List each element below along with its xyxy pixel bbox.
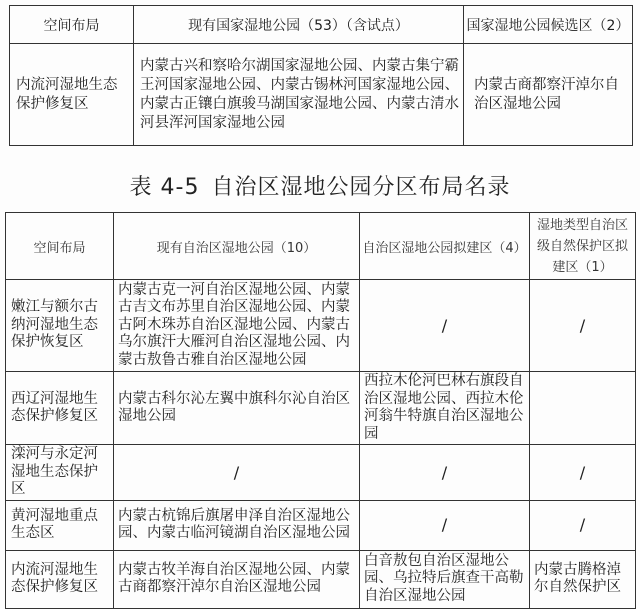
- table-title: 自治区湿地公园分区布局名录: [211, 175, 511, 200]
- cell-area: 内流河湿地生态保护修复区: [6, 550, 114, 608]
- table-caption: [0, 170, 640, 201]
- cell-reserve: [530, 372, 636, 445]
- cell-existing: 内蒙古科尔沁左翼中旗科尔沁自治区湿地公园: [114, 372, 360, 445]
- table-header-row: [6, 213, 636, 280]
- table-row: [6, 500, 636, 550]
- table-row: [6, 280, 636, 372]
- cell-candidate: 内蒙古商都察汗淖尔自治区湿地公园: [464, 44, 633, 146]
- cell-area: 黄河湿地重点生态区: [6, 500, 114, 550]
- cell-existing: 内蒙古牧羊海自治区湿地公园、内蒙古商都察汗淖尔自治区湿地公园: [114, 550, 360, 608]
- header-spatial-layout: 空间布局: [6, 213, 114, 280]
- cell-existing: /: [114, 445, 360, 501]
- header-planned-parks: 自治区湿地公园拟建区（4）: [360, 213, 530, 280]
- cell-planned: /: [360, 445, 530, 501]
- cell-planned: 白音敖包自治区湿地公园、乌拉特后旗查干高勒自治区湿地公园: [360, 550, 530, 608]
- cell-planned: /: [360, 280, 530, 372]
- header-spatial-layout: 空间布局: [10, 6, 134, 44]
- header-existing-national-parks: 现有国家湿地公园（53）（含试点）: [134, 6, 464, 44]
- cell-area: 滦河与永定河湿地生态保护区: [6, 445, 114, 501]
- header-candidate-areas: 国家湿地公园候选区（2）: [464, 6, 633, 44]
- cell-planned: /: [360, 500, 530, 550]
- cell-reserve: 内蒙古腾格淖尔自然保护区: [530, 550, 636, 608]
- cell-area: 嫩江与额尔古纳河湿地生态保护恢复区: [6, 280, 114, 372]
- table-header-row: [10, 6, 633, 44]
- header-planned-reserve: 湿地类型自治区级自然保护区拟建区（1）: [530, 213, 636, 280]
- cell-area: 内流河湿地生态保护修复区: [10, 44, 134, 146]
- regional-wetland-park-table: [5, 212, 636, 609]
- table-row: [10, 44, 633, 146]
- table-number: 表 4-5: [129, 175, 200, 200]
- cell-reserve: /: [530, 500, 636, 550]
- cell-existing: 内蒙古杭锦后旗屠申泽自治区湿地公园、内蒙古临河镜湖自治区湿地公园: [114, 500, 360, 550]
- cell-reserve: /: [530, 445, 636, 501]
- cell-reserve: /: [530, 280, 636, 372]
- header-existing-regional-parks: 现有自治区湿地公园（10）: [114, 213, 360, 280]
- cell-existing: 内蒙古兴和察哈尔湖国家湿地公园、内蒙古集宁霸王河国家湿地公园、内蒙古锡林河国家湿地公园、内蒙古正镶白旗骏马湖国家湿地公园、内蒙古清水河县浑河国家湿地公园: [134, 44, 464, 146]
- national-wetland-park-table: [9, 5, 633, 146]
- cell-existing: 内蒙古克一河自治区湿地公园、内蒙古吉文布苏里自治区湿地公园、内蒙古阿木珠苏自治区湿地公园、内蒙古乌尔旗汗大雁河自治区湿地公园、内蒙古敖鲁古雅自治区湿地公园: [114, 280, 360, 372]
- table-row: [6, 550, 636, 608]
- table-row: [6, 372, 636, 445]
- cell-area: 西辽河湿地生态保护修复区: [6, 372, 114, 445]
- cell-planned: 西拉木伦河巴林右旗段自治区湿地公园、西拉木伦河翁牛特旗自治区湿地公园: [360, 372, 530, 445]
- table-row: [6, 445, 636, 501]
